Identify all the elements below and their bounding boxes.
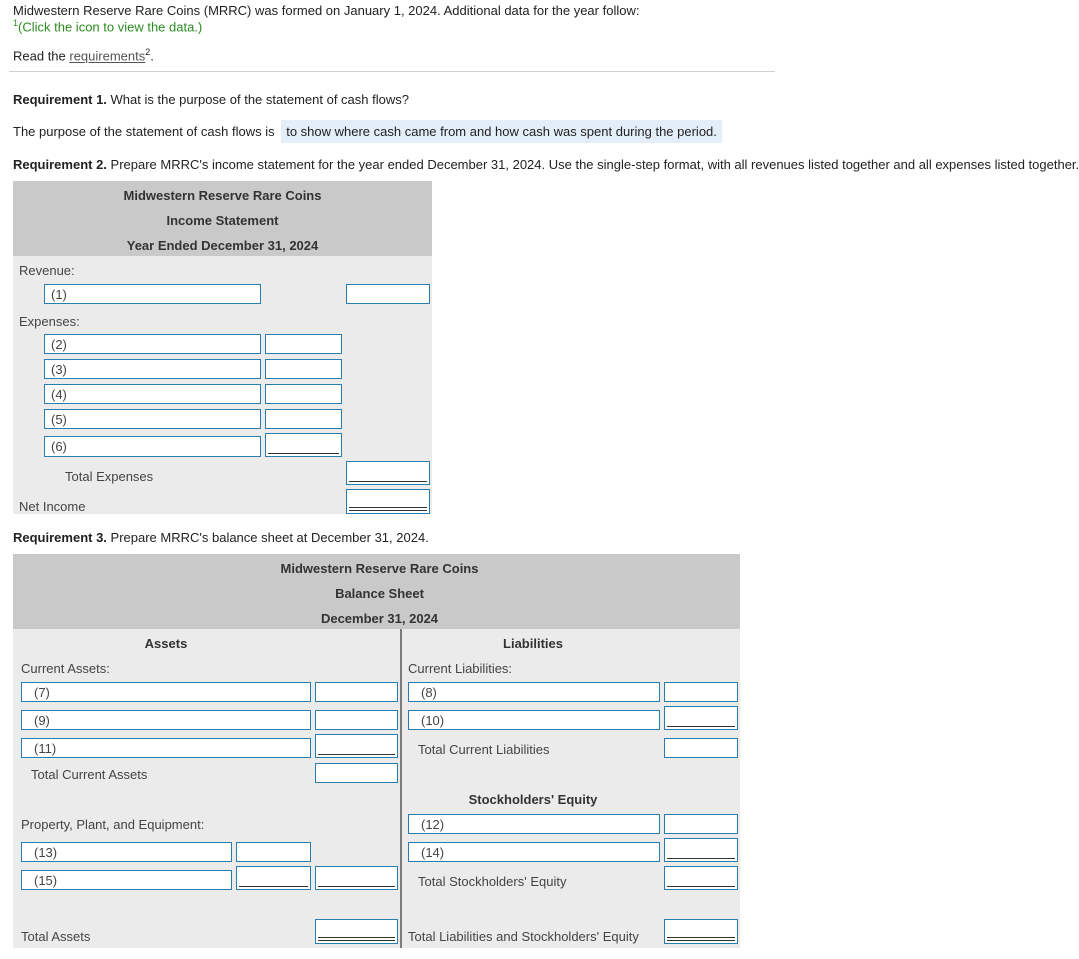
req1-answer-prefix: The purpose of the statement of cash flows is — [13, 124, 275, 139]
intro-line: Midwestern Reserve Rare Coins (MRRC) was formed on January 1, 2024. Additional data for the year follow: — [13, 3, 640, 18]
total-liab-se-label: Total Liabilities and Stockholders' Equity — [408, 929, 639, 944]
ppe-label: Property, Plant, and Equipment: — [21, 817, 205, 832]
req1-label: Requirement 1. — [13, 92, 107, 107]
current-asset-account-input[interactable]: (7) — [21, 682, 311, 702]
expense-account-input[interactable]: (2) — [44, 334, 261, 354]
footnote-mark: 1 — [13, 18, 19, 28]
current-asset-amount-input[interactable] — [315, 734, 398, 758]
req2-label: Requirement 2. — [13, 157, 107, 172]
current-asset-account-input[interactable]: (9) — [21, 710, 311, 730]
expenses-label: Expenses: — [19, 314, 80, 329]
revenue-amount-input[interactable] — [346, 284, 430, 304]
total-se-input[interactable] — [664, 866, 738, 890]
current-asset-amount-input[interactable] — [315, 682, 398, 702]
read-requirements-row — [13, 47, 154, 63]
bs-date: December 31, 2024 — [320, 611, 439, 626]
current-liability-account-input[interactable]: (10) — [408, 710, 660, 730]
req2-row — [13, 157, 1079, 172]
total-current-assets-label: Total Current Assets — [31, 767, 148, 782]
read-prefix: Read the — [13, 48, 70, 64]
net-income-input[interactable] — [346, 489, 430, 514]
total-current-assets-input[interactable] — [315, 763, 398, 783]
is-period: Year Ended December 31, 2024 — [126, 238, 319, 253]
expense-account-input[interactable]: (3) — [44, 359, 261, 379]
equity-amount-input[interactable] — [664, 838, 738, 862]
total-liab-se-input[interactable] — [664, 919, 738, 944]
req2-text: Prepare MRRC's income statement for the year ended December 31, 2024. Use the single-step format, with all revenues listed together and all expenses listed together. — [106, 157, 1079, 172]
expense-amount-input[interactable] — [265, 359, 342, 379]
current-assets-label: Current Assets: — [21, 661, 110, 676]
ppe-account-input[interactable]: (15) — [21, 870, 232, 890]
divider — [9, 71, 775, 72]
current-liability-amount-input[interactable] — [664, 682, 738, 702]
net-ppe-input[interactable] — [315, 866, 398, 890]
total-assets-input[interactable] — [315, 919, 398, 944]
bs-company: Midwestern Reserve Rare Coins — [280, 561, 479, 576]
liabilities-header: Liabilities — [503, 636, 563, 651]
total-assets-label: Total Assets — [21, 929, 91, 944]
total-expenses-input[interactable] — [346, 461, 430, 485]
expense-amount-input[interactable] — [265, 409, 342, 429]
expense-amount-input[interactable] — [265, 334, 342, 354]
req1-row — [13, 92, 409, 107]
equity-account-input[interactable]: (14) — [408, 842, 660, 862]
req3-row — [13, 530, 429, 545]
current-liability-amount-input[interactable] — [664, 706, 738, 730]
current-asset-amount-input[interactable] — [315, 710, 398, 730]
expense-amount-input[interactable] — [265, 433, 342, 457]
equity-header: Stockholders' Equity — [468, 792, 598, 807]
expense-account-input[interactable]: (5) — [44, 409, 261, 429]
req1-answer-row — [13, 124, 722, 139]
revenue-label: Revenue: — [19, 263, 75, 278]
data-link-row[interactable] — [13, 18, 202, 34]
req3-label: Requirement 3. — [13, 530, 107, 545]
expense-account-input[interactable]: (6) — [44, 436, 261, 457]
current-liabilities-label: Current Liabilities: — [408, 661, 513, 676]
read-suffix: . — [150, 48, 154, 64]
requirements-link[interactable]: requirements — [69, 48, 146, 64]
total-current-liabilities-input[interactable] — [664, 738, 738, 758]
equity-amount-input[interactable] — [664, 814, 738, 834]
current-asset-account-input[interactable]: (11) — [21, 738, 311, 758]
ppe-account-input[interactable]: (13) — [21, 842, 232, 862]
total-expenses-label: Total Expenses — [65, 469, 154, 484]
net-income-label: Net Income — [19, 499, 86, 514]
assets-header: Assets — [144, 636, 188, 651]
req3-text: Prepare MRRC's balance sheet at December 31, 2024. — [106, 530, 429, 545]
ppe-amount-input[interactable] — [236, 866, 311, 890]
total-current-liabilities-label: Total Current Liabilities — [418, 742, 550, 757]
revenue-account-input[interactable]: (1) — [44, 284, 261, 304]
req1-question: What is the purpose of the statement of cash flows? — [106, 92, 409, 107]
bs-title: Balance Sheet — [335, 586, 424, 601]
equity-account-input[interactable]: (12) — [408, 814, 660, 834]
current-liability-account-input[interactable]: (8) — [408, 682, 660, 702]
total-se-label: Total Stockholders' Equity — [418, 874, 567, 889]
requirements-mark: 2 — [145, 47, 151, 57]
is-company: Midwestern Reserve Rare Coins — [123, 188, 322, 203]
ppe-amount-input[interactable] — [236, 842, 311, 862]
expense-account-input[interactable]: (4) — [44, 384, 261, 404]
column-divider — [400, 629, 402, 948]
view-data-link[interactable]: (Click the icon to view the data.) — [18, 19, 203, 35]
is-title: Income Statement — [166, 213, 279, 228]
expense-amount-input[interactable] — [265, 384, 342, 404]
purpose-answer-select[interactable]: to show where cash came from and how cash was spent during the period. — [281, 120, 722, 143]
